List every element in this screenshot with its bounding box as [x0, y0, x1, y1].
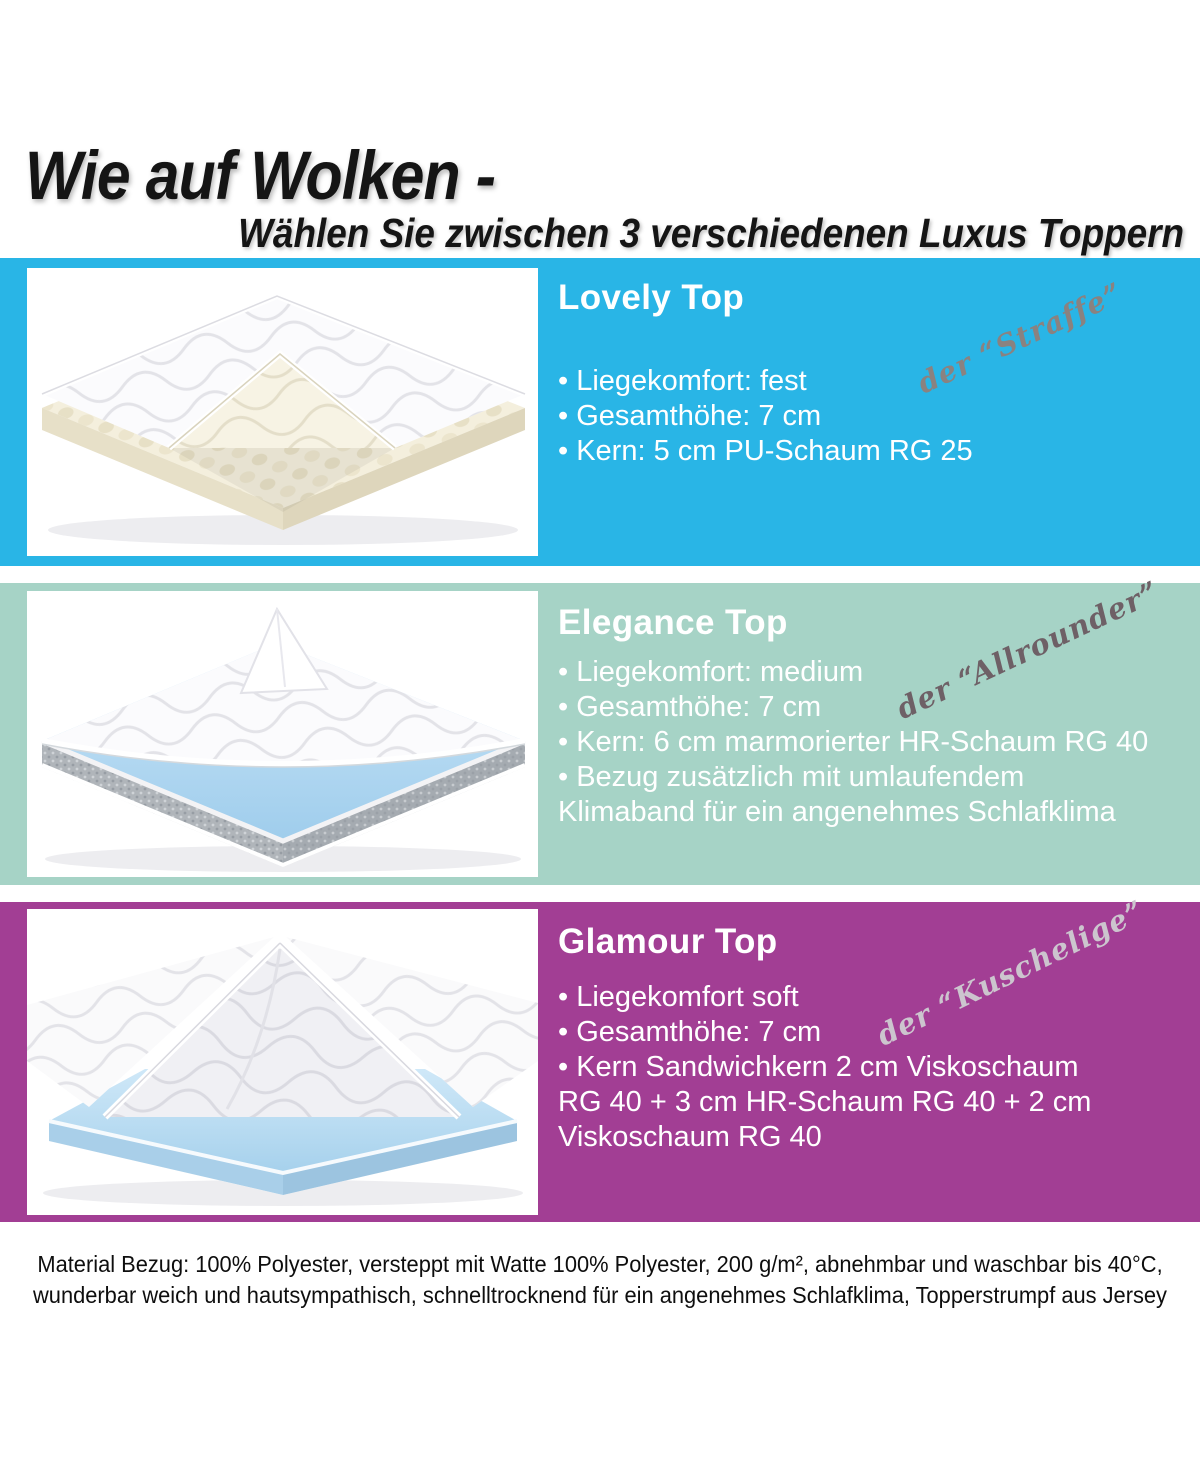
- feature-line: RG 40 + 3 cm HR-Schaum RG 40 + 2 cm: [558, 1086, 1092, 1118]
- feature-line: • Gesamthöhe: 7 cm: [558, 691, 822, 723]
- section-heading: Elegance Top: [558, 603, 788, 642]
- section-tagline: der “Kuschelige”: [870, 893, 1150, 1053]
- section-tagline: der “Straffe”: [911, 275, 1128, 401]
- mattress-illustration-elegance: [27, 591, 538, 877]
- product-photo: [27, 591, 538, 877]
- product-photo: [27, 909, 538, 1215]
- mattress-illustration-glamour: [27, 909, 538, 1215]
- feature-line: Klimaband für ein angenehmes Schlafklima: [558, 796, 1116, 828]
- feature-list: [558, 364, 1192, 469]
- section-heading: Glamour Top: [558, 922, 778, 961]
- feature-line: Viskoschaum RG 40: [558, 1121, 822, 1153]
- section-lovely-top: [0, 258, 1200, 566]
- feature-line: • Liegekomfort: medium: [558, 656, 864, 688]
- feature-line: • Kern Sandwichkern 2 cm Viskoschaum: [558, 1051, 1079, 1083]
- feature-list: [558, 655, 1192, 830]
- section-heading: Lovely Top: [558, 278, 745, 317]
- section-tagline: der “Allrounder”: [891, 574, 1165, 726]
- feature-line: • Liegekomfort soft: [558, 981, 799, 1013]
- feature-line: • Liegekomfort: fest: [558, 365, 807, 397]
- page-title: Wie auf Wolken -: [25, 137, 496, 214]
- feature-line: • Kern: 5 cm PU-Schaum RG 25: [558, 435, 973, 467]
- product-photo: [27, 268, 538, 556]
- feature-line: • Gesamthöhe: 7 cm: [558, 400, 822, 432]
- footer-note: [30, 1249, 1170, 1311]
- footer-line: wunderbar weich und hautsympathisch, schnelltrocknend für ein angenehmes Schlafklima, Topperstrumpf aus Jersey: [33, 1282, 1167, 1308]
- section-elegance-top: [0, 574, 1200, 885]
- mattress-illustration-lovely: [27, 268, 538, 556]
- feature-line: • Bezug zusätzlich mit umlaufendem: [558, 761, 1025, 793]
- feature-line: • Kern: 6 cm marmorierter HR-Schaum RG 40: [558, 726, 1149, 758]
- page-subtitle: Wählen Sie zwischen 3 verschiedenen Luxus Toppern: [238, 210, 1184, 256]
- feature-line: • Gesamthöhe: 7 cm: [558, 1016, 822, 1048]
- footer-line: Material Bezug: 100% Polyester, versteppt mit Watte 100% Polyester, 200 g/m², abnehmbar und waschbar bis 40°C,: [37, 1251, 1163, 1277]
- section-glamour-top: [0, 893, 1200, 1222]
- feature-list: [558, 980, 1192, 1155]
